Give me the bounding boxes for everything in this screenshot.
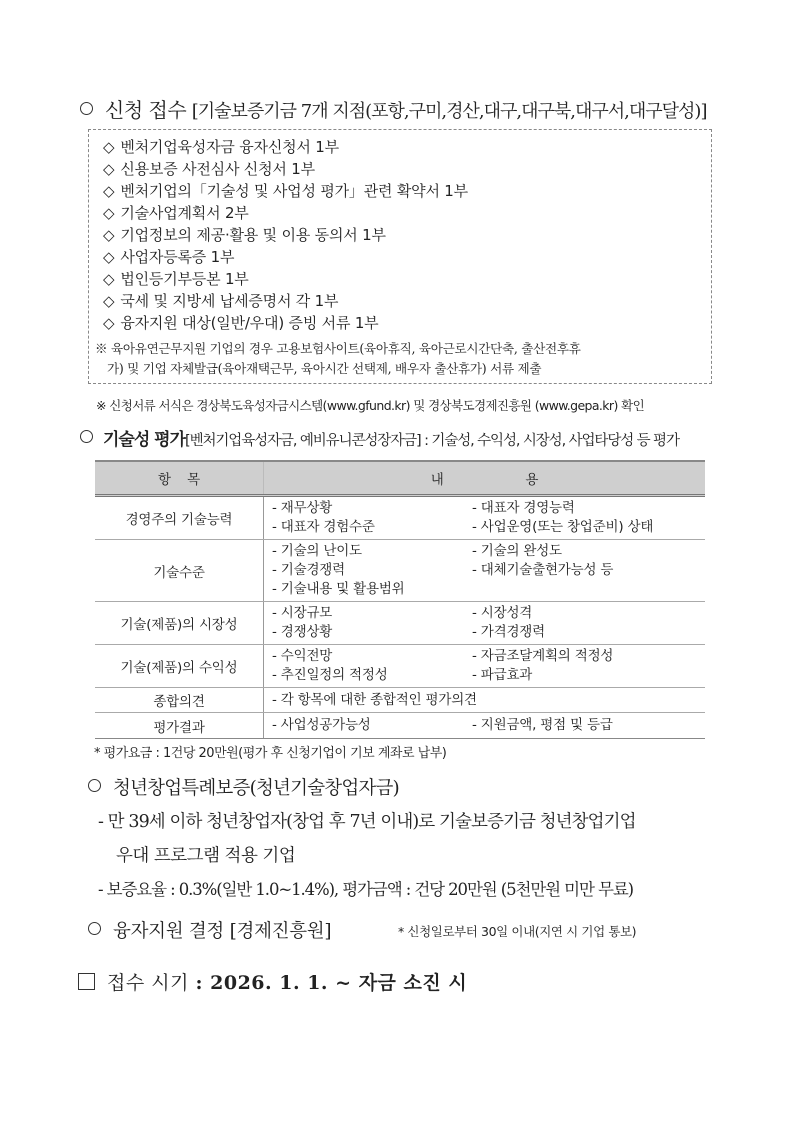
diamond-bullet-icon: ◇ bbox=[103, 138, 115, 156]
section-youth-label: 청년창업특례보증(청년기술창업자금) bbox=[113, 778, 399, 799]
childcare-note-line2: 가) 및 기업 자체발급(육아재택근무, 육아시간 선택제, 배우자 출산휴가) 서류 제출 bbox=[107, 361, 542, 376]
row-category: 종합의견 bbox=[95, 688, 264, 713]
youth-line3: - 보증요율 : 0.3%(일반 1.0~1.4%), 평가금액 : 건당 20만원 (5천만원 미만 무료) bbox=[98, 880, 633, 899]
row-content: - 사업성공가능성 - 지원금액, 평점 및 등급 bbox=[264, 713, 706, 739]
youth-line2: 우대 프로그램 적용 기업 bbox=[116, 846, 296, 866]
circle-bullet-icon bbox=[88, 922, 101, 935]
evaluation-table bbox=[95, 460, 705, 739]
row-category: 기술(제품)의 수익성 bbox=[95, 645, 264, 688]
document-item: ◇ 기술사업계획서 2부 bbox=[103, 204, 249, 222]
header-category: 항 목 bbox=[95, 461, 264, 496]
circle-bullet-icon bbox=[80, 102, 93, 115]
diamond-bullet-icon: ◇ bbox=[103, 292, 115, 310]
table-row bbox=[95, 540, 705, 602]
row-content: - 기술의 난이도 - 기술의 완성도 - 기술경쟁력 - 대체기술출현가능성 등 - 기술내용 및 활용범위 bbox=[264, 540, 706, 602]
row-category: 기술(제품)의 시장성 bbox=[95, 602, 264, 645]
section-decision-label: 융자지원 결정 bbox=[113, 921, 225, 942]
childcare-note-line1: ※ 육아유연근무지원 기업의 경우 고용보험사이트(육아휴직, 육아근로시간단축, 출산전후휴 bbox=[95, 341, 581, 356]
decision-note: * 신청일로부터 30일 이내(지연 시 기업 통보) bbox=[398, 924, 637, 939]
diamond-bullet-icon: ◇ bbox=[103, 248, 115, 266]
eval-fee-note: * 평가요금 : 1건당 20만원(평가 후 신청기업이 기보 계좌로 납부) bbox=[94, 746, 447, 761]
header-content: 내 용 bbox=[264, 461, 706, 496]
reception-value: : 2026. 1. 1. ~ 자금 소진 시 bbox=[195, 972, 468, 994]
diamond-bullet-icon: ◇ bbox=[103, 160, 115, 178]
forms-note: ※ 신청서류 서식은 경상북도육성자금시스템(www.gfund.kr) 및 경상북도경제진흥원 (www.gepa.kr) 확인 bbox=[96, 398, 645, 413]
row-content: - 재무상황 - 대표자 경영능력 - 대표자 경험수준 - 사업운영(또는 창업준비) 상태 bbox=[264, 496, 706, 540]
diamond-bullet-icon: ◇ bbox=[103, 182, 115, 200]
row-category: 평가결과 bbox=[95, 713, 264, 739]
circle-bullet-icon bbox=[80, 430, 93, 443]
youth-line1: - 만 39세 이하 청년창업자(창업 후 7년 이내)로 기술보증기금 청년창업기업 bbox=[98, 812, 636, 832]
table-row bbox=[95, 688, 705, 713]
row-category: 경영주의 기술능력 bbox=[95, 496, 264, 540]
circle-bullet-icon bbox=[88, 779, 101, 792]
document-item: ◇ 법인등기부등본 1부 bbox=[103, 270, 249, 288]
square-bullet-icon bbox=[78, 973, 95, 990]
table-header-row bbox=[95, 461, 705, 496]
section-eval-detail: [벤처기업육성자금, 예비유니콘성장자금] : 기술성, 수익성, 시장성, 사업타당성 등 평가 bbox=[185, 433, 679, 449]
diamond-bullet-icon: ◇ bbox=[103, 314, 115, 332]
document-item: ◇ 융자지원 대상(일반/우대) 증빙 서류 1부 bbox=[103, 314, 379, 332]
section-eval-label: 기술성 평가 bbox=[103, 430, 186, 450]
document-item: ◇ 기업정보의 제공·활용 및 이용 동의서 1부 bbox=[103, 226, 386, 244]
document-item: ◇ 벤처기업의「기술성 및 사업성 평가」관련 확약서 1부 bbox=[103, 182, 468, 200]
document-item: ◇ 사업자등록증 1부 bbox=[103, 248, 235, 266]
section-eval-heading bbox=[80, 425, 679, 450]
diamond-bullet-icon: ◇ bbox=[103, 270, 115, 288]
row-content: - 시장규모 - 시장성격 - 경쟁상황 - 가격경쟁력 bbox=[264, 602, 706, 645]
section-youth-heading bbox=[88, 774, 399, 800]
document-item: ◇ 국세 및 지방세 납세증명서 각 1부 bbox=[103, 292, 339, 310]
table-row bbox=[95, 713, 705, 739]
section-apply-heading bbox=[80, 94, 706, 123]
diamond-bullet-icon: ◇ bbox=[103, 226, 115, 244]
table-row bbox=[95, 496, 705, 540]
document-item: ◇ 벤처기업육성자금 융자신청서 1부 bbox=[103, 138, 339, 156]
table-row bbox=[95, 645, 705, 688]
document-item: ◇ 신용보증 사전심사 신청서 1부 bbox=[103, 160, 315, 178]
section-decision-detail: [경제진흥원] bbox=[229, 921, 332, 942]
section-decision-heading bbox=[88, 917, 331, 943]
row-category: 기술수준 bbox=[95, 540, 264, 602]
reception-label: 접수 시기 bbox=[107, 972, 189, 994]
row-content: - 수익전망 - 자금조달계획의 적정성 - 추진일정의 적정성 - 파급효과 bbox=[264, 645, 706, 688]
section-apply-detail: [기술보증기금 7개 지점(포항,구미,경산,대구,대구북,대구서,대구달성)] bbox=[191, 101, 707, 122]
diamond-bullet-icon: ◇ bbox=[103, 204, 115, 222]
row-content: - 각 항목에 대한 종합적인 평가의견 bbox=[264, 688, 706, 713]
table-row bbox=[95, 602, 705, 645]
section-apply-label: 신청 접수 bbox=[105, 98, 187, 122]
reception-period bbox=[78, 968, 467, 995]
required-documents-box bbox=[88, 129, 712, 384]
